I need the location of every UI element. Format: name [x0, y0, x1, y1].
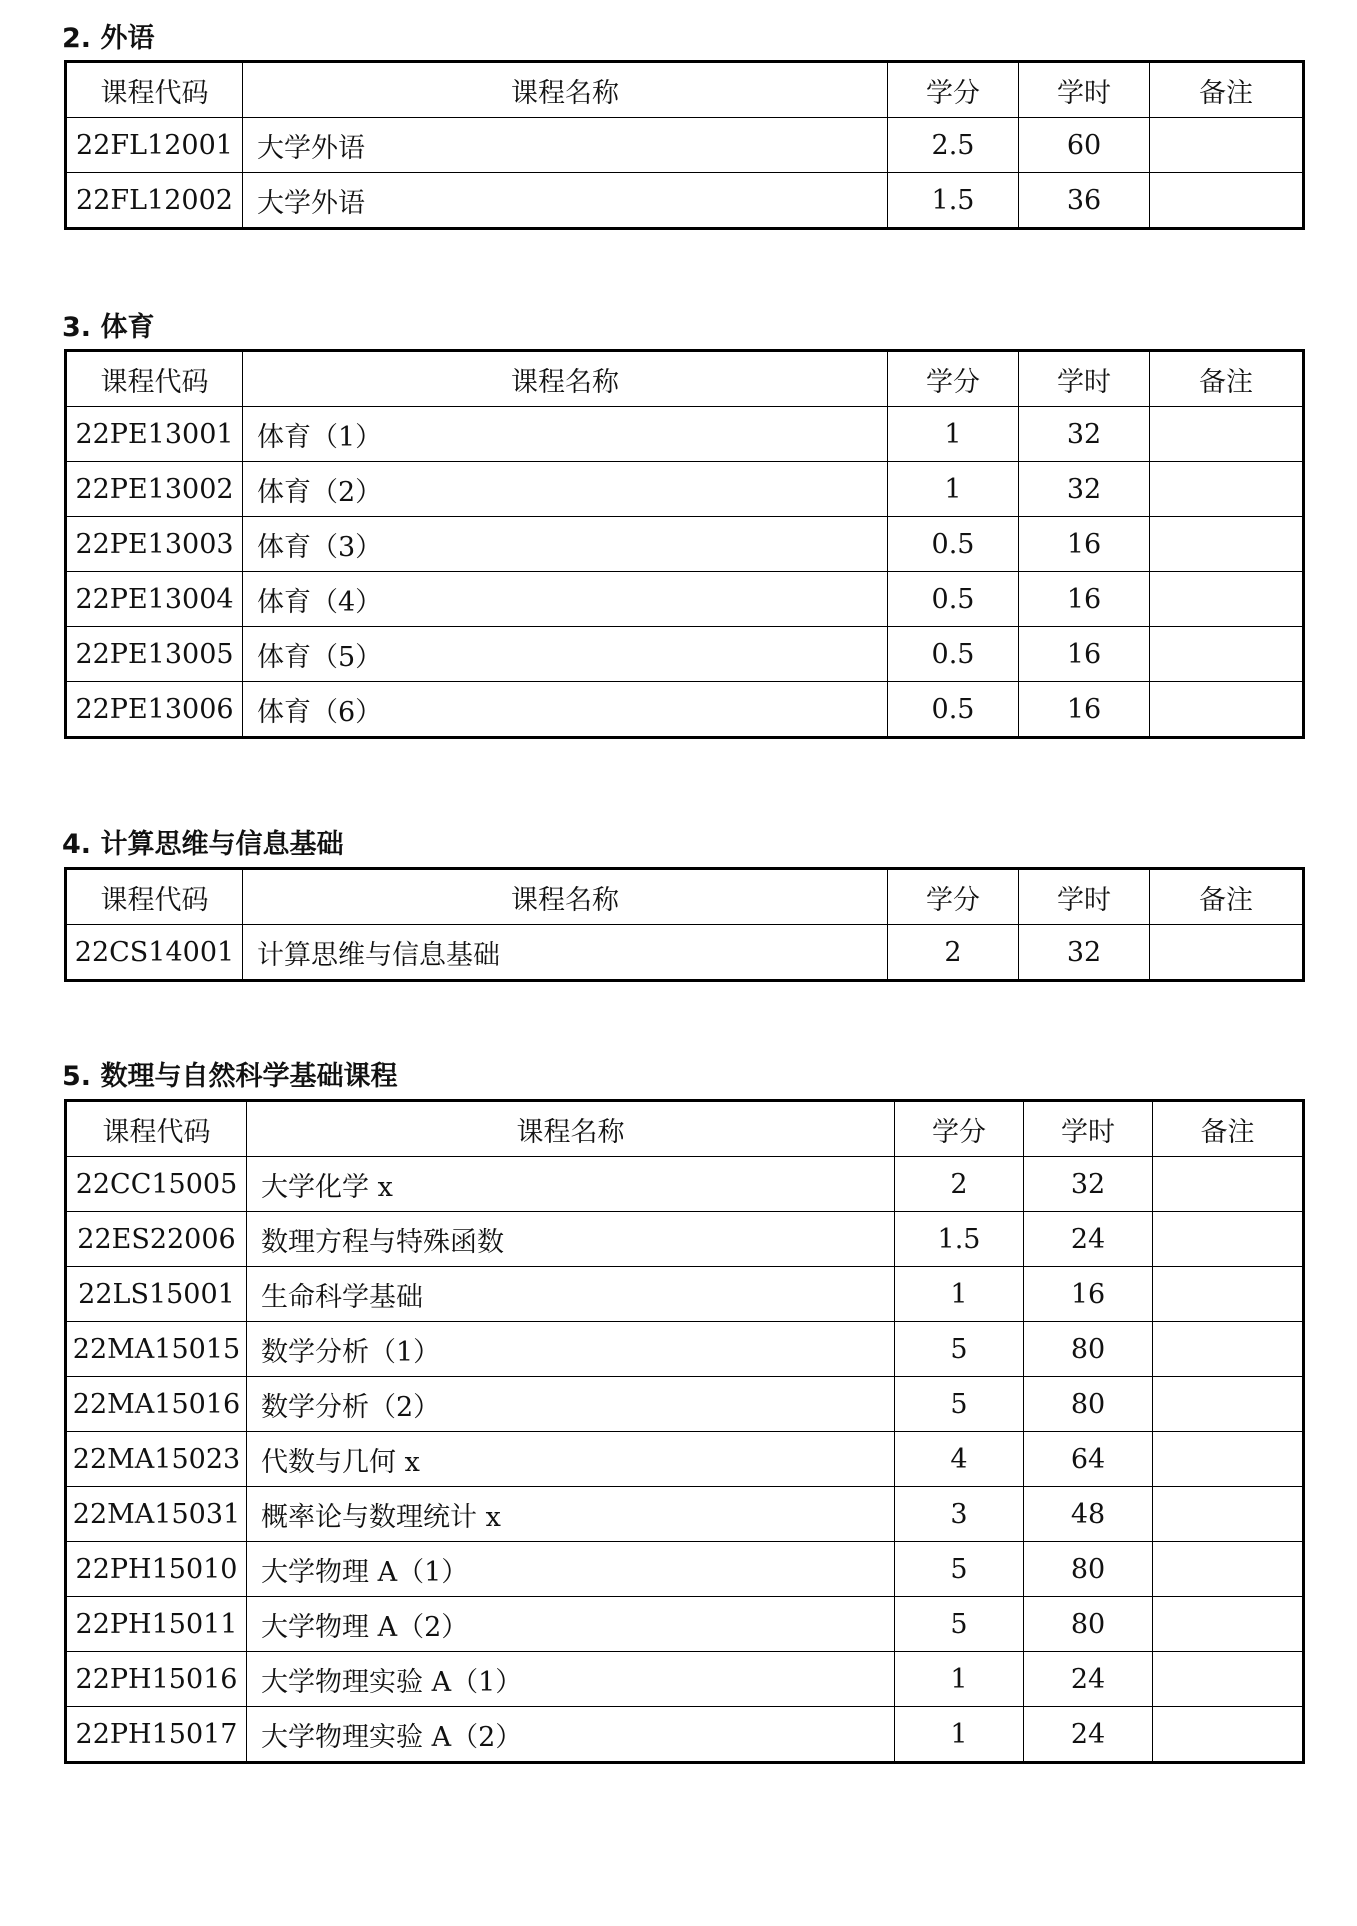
cell-code: 22CS14001: [66, 925, 243, 981]
cell-hours: 24: [1024, 1707, 1153, 1763]
cell-credit: 1: [895, 1652, 1024, 1707]
cell-credit: 0.5: [888, 517, 1019, 572]
cell-credit: 0.5: [888, 572, 1019, 627]
cell-code: 22PH15011: [66, 1597, 247, 1652]
cell-credit: 2: [895, 1157, 1024, 1212]
cell-remark: [1150, 118, 1304, 173]
cell-credit: 0.5: [888, 627, 1019, 682]
cell-name: 体育（3）: [243, 517, 888, 572]
section-heading-foreign-language: 2. 外语: [62, 23, 155, 54]
cell-name: 代数与几何 x: [247, 1432, 895, 1487]
cell-remark: [1150, 682, 1304, 738]
table-row: [66, 173, 1304, 229]
cell-remark: [1153, 1212, 1304, 1267]
cell-hours: 80: [1024, 1377, 1153, 1432]
cell-name: 大学外语: [243, 118, 888, 173]
cell-hours: 32: [1019, 462, 1150, 517]
cell-hours: 16: [1019, 572, 1150, 627]
course-table-foreign-language: [64, 60, 1305, 230]
cell-hours: 16: [1019, 627, 1150, 682]
cell-remark: [1153, 1377, 1304, 1432]
column-header-hours: 学时: [1019, 62, 1150, 118]
column-header-credit: 学分: [895, 1101, 1024, 1157]
cell-remark: [1150, 517, 1304, 572]
table-header-row: [66, 351, 1304, 407]
cell-credit: 1: [888, 407, 1019, 462]
table-row: [66, 1157, 1304, 1212]
cell-code: 22ES22006: [66, 1212, 247, 1267]
table-row: [66, 1212, 1304, 1267]
cell-credit: 5: [895, 1377, 1024, 1432]
cell-name: 大学物理实验 A（1）: [247, 1652, 895, 1707]
table-row: [66, 517, 1304, 572]
cell-code: 22MA15016: [66, 1377, 247, 1432]
cell-code: 22PH15010: [66, 1542, 247, 1597]
cell-remark: [1153, 1652, 1304, 1707]
cell-remark: [1153, 1597, 1304, 1652]
table-row: [66, 1542, 1304, 1597]
table-row: [66, 1432, 1304, 1487]
table-row: [66, 925, 1304, 981]
cell-hours: 16: [1019, 682, 1150, 738]
cell-credit: 5: [895, 1542, 1024, 1597]
cell-credit: 1: [895, 1267, 1024, 1322]
cell-remark: [1153, 1157, 1304, 1212]
cell-code: 22LS15001: [66, 1267, 247, 1322]
course-table-math-science: [64, 1099, 1305, 1764]
cell-code: 22MA15015: [66, 1322, 247, 1377]
cell-remark: [1150, 925, 1304, 981]
cell-hours: 16: [1019, 517, 1150, 572]
cell-name: 概率论与数理统计 x: [247, 1487, 895, 1542]
cell-credit: 4: [895, 1432, 1024, 1487]
cell-remark: [1153, 1542, 1304, 1597]
table-row: [66, 682, 1304, 738]
cell-code: 22MA15031: [66, 1487, 247, 1542]
cell-name: 数学分析（2）: [247, 1377, 895, 1432]
cell-name: 大学化学 x: [247, 1157, 895, 1212]
table-row: [66, 1267, 1304, 1322]
table-row: [66, 1377, 1304, 1432]
cell-code: 22PH15016: [66, 1652, 247, 1707]
table-row: [66, 1322, 1304, 1377]
cell-hours: 64: [1024, 1432, 1153, 1487]
cell-credit: 1: [895, 1707, 1024, 1763]
cell-hours: 32: [1019, 407, 1150, 462]
column-header-remark: 备注: [1153, 1101, 1304, 1157]
cell-hours: 60: [1019, 118, 1150, 173]
cell-remark: [1153, 1487, 1304, 1542]
cell-name: 体育（5）: [243, 627, 888, 682]
cell-code: 22MA15023: [66, 1432, 247, 1487]
cell-credit: 1: [888, 462, 1019, 517]
cell-remark: [1150, 407, 1304, 462]
cell-name: 体育（6）: [243, 682, 888, 738]
cell-name: 体育（4）: [243, 572, 888, 627]
cell-credit: 3: [895, 1487, 1024, 1542]
section-heading-computational-thinking: 4. 计算思维与信息基础: [62, 829, 344, 860]
table-row: [66, 1487, 1304, 1542]
cell-code: 22PE13005: [66, 627, 243, 682]
cell-code: 22PH15017: [66, 1707, 247, 1763]
table-row: [66, 407, 1304, 462]
cell-name: 大学物理实验 A（2）: [247, 1707, 895, 1763]
cell-name: 体育（2）: [243, 462, 888, 517]
cell-hours: 80: [1024, 1322, 1153, 1377]
cell-code: 22PE13004: [66, 572, 243, 627]
cell-code: 22PE13001: [66, 407, 243, 462]
cell-credit: 5: [895, 1322, 1024, 1377]
column-header-hours: 学时: [1019, 869, 1150, 925]
cell-credit: 2: [888, 925, 1019, 981]
cell-hours: 24: [1024, 1652, 1153, 1707]
cell-remark: [1153, 1267, 1304, 1322]
table-row: [66, 1597, 1304, 1652]
cell-hours: 36: [1019, 173, 1150, 229]
table-row: [66, 462, 1304, 517]
cell-name: 大学外语: [243, 173, 888, 229]
cell-credit: 0.5: [888, 682, 1019, 738]
table-row: [66, 572, 1304, 627]
table-row: [66, 627, 1304, 682]
column-header-code: 课程代码: [66, 869, 243, 925]
cell-remark: [1150, 173, 1304, 229]
cell-credit: 1.5: [888, 173, 1019, 229]
cell-name: 大学物理 A（1）: [247, 1542, 895, 1597]
section-heading-physical-education: 3. 体育: [62, 312, 155, 343]
column-header-credit: 学分: [888, 869, 1019, 925]
cell-remark: [1150, 572, 1304, 627]
course-table-physical-education: [64, 349, 1305, 739]
column-header-remark: 备注: [1150, 869, 1304, 925]
cell-credit: 2.5: [888, 118, 1019, 173]
column-header-code: 课程代码: [66, 62, 243, 118]
column-header-name: 课程名称: [243, 351, 888, 407]
cell-remark: [1150, 627, 1304, 682]
column-header-hours: 学时: [1019, 351, 1150, 407]
cell-remark: [1153, 1322, 1304, 1377]
table-row: [66, 1707, 1304, 1763]
cell-name: 体育（1）: [243, 407, 888, 462]
cell-code: 22FL12002: [66, 173, 243, 229]
table-header-row: [66, 62, 1304, 118]
cell-code: 22PE13002: [66, 462, 243, 517]
course-table-computational-thinking: [64, 867, 1305, 982]
column-header-name: 课程名称: [243, 869, 888, 925]
cell-code: 22CC15005: [66, 1157, 247, 1212]
cell-remark: [1150, 462, 1304, 517]
column-header-remark: 备注: [1150, 62, 1304, 118]
cell-name: 大学物理 A（2）: [247, 1597, 895, 1652]
cell-code: 22FL12001: [66, 118, 243, 173]
cell-credit: 1.5: [895, 1212, 1024, 1267]
cell-name: 数学分析（1）: [247, 1322, 895, 1377]
cell-credit: 5: [895, 1597, 1024, 1652]
cell-remark: [1153, 1432, 1304, 1487]
table-row: [66, 1652, 1304, 1707]
column-header-name: 课程名称: [247, 1101, 895, 1157]
table-header-row: [66, 1101, 1304, 1157]
column-header-remark: 备注: [1150, 351, 1304, 407]
column-header-credit: 学分: [888, 351, 1019, 407]
cell-name: 计算思维与信息基础: [243, 925, 888, 981]
cell-hours: 24: [1024, 1212, 1153, 1267]
column-header-code: 课程代码: [66, 1101, 247, 1157]
cell-hours: 32: [1024, 1157, 1153, 1212]
table-header-row: [66, 869, 1304, 925]
cell-name: 生命科学基础: [247, 1267, 895, 1322]
column-header-credit: 学分: [888, 62, 1019, 118]
column-header-code: 课程代码: [66, 351, 243, 407]
cell-hours: 80: [1024, 1542, 1153, 1597]
table-row: [66, 118, 1304, 173]
column-header-name: 课程名称: [243, 62, 888, 118]
cell-hours: 48: [1024, 1487, 1153, 1542]
cell-name: 数理方程与特殊函数: [247, 1212, 895, 1267]
cell-hours: 16: [1024, 1267, 1153, 1322]
cell-hours: 32: [1019, 925, 1150, 981]
cell-code: 22PE13006: [66, 682, 243, 738]
cell-hours: 80: [1024, 1597, 1153, 1652]
cell-remark: [1153, 1707, 1304, 1763]
column-header-hours: 学时: [1024, 1101, 1153, 1157]
cell-code: 22PE13003: [66, 517, 243, 572]
section-heading-math-science: 5. 数理与自然科学基础课程: [62, 1061, 398, 1092]
